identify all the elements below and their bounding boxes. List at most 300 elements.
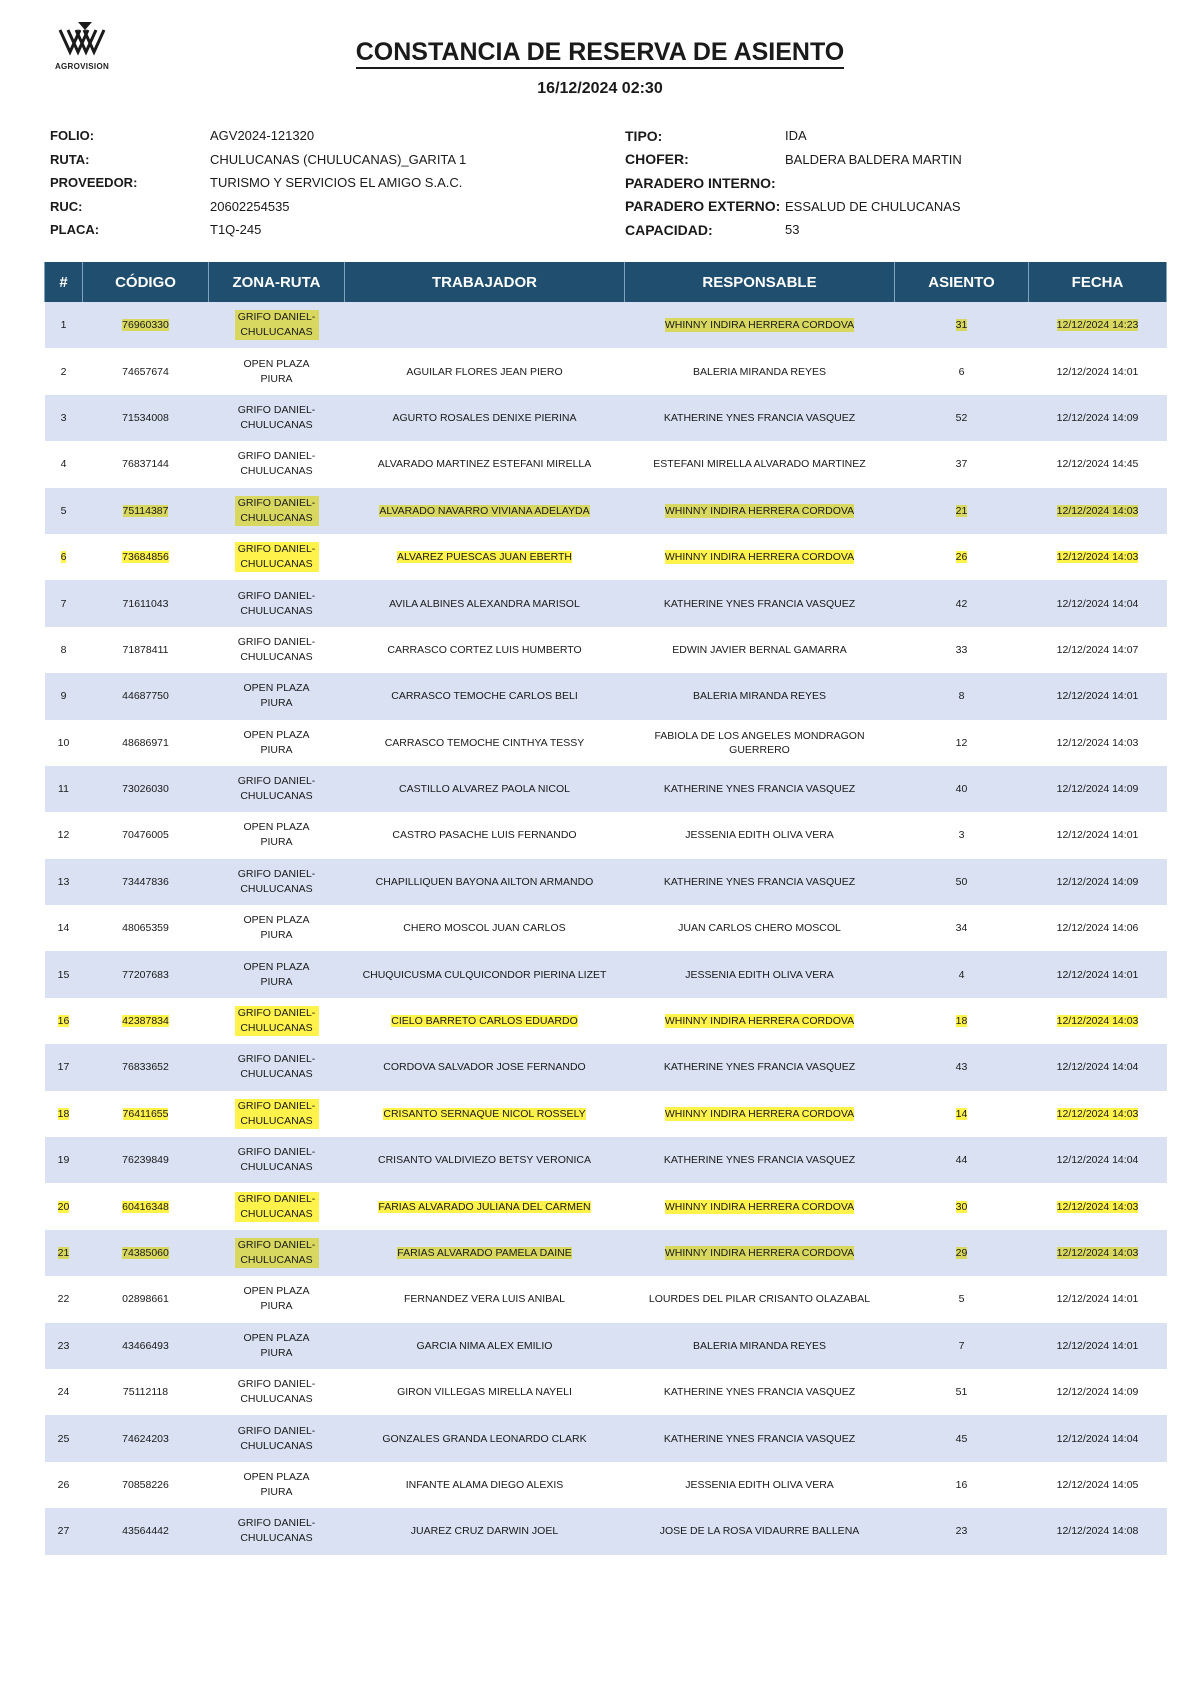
table-row	[45, 1137, 1167, 1183]
cell-codigo-text: 44687750	[122, 690, 169, 703]
cell-fecha-text: 12/12/2024 14:03	[1056, 1247, 1139, 1259]
cell-n	[45, 302, 83, 348]
cell-n	[45, 1137, 83, 1183]
cell-responsable-text: BALERIA MIRANDA REYES	[692, 690, 827, 703]
cell-n	[45, 766, 83, 812]
cell-fecha	[1029, 1323, 1167, 1369]
cell-responsable-text: JESSENIA EDITH OLIVA VERA	[685, 1478, 834, 1491]
table-row	[45, 1183, 1167, 1229]
table-row	[45, 1323, 1167, 1369]
column-header: FECHA	[1029, 262, 1167, 302]
cell-responsable	[625, 1508, 895, 1554]
table-row	[45, 580, 1167, 626]
cell-responsable-text: KATHERINE YNES FRANCIA VASQUEZ	[663, 597, 856, 610]
cell-responsable	[625, 1369, 895, 1415]
table-row	[45, 1230, 1167, 1276]
cell-fecha	[1029, 673, 1167, 719]
cell-n-text: 12	[57, 829, 70, 842]
cell-asiento-text: 51	[955, 1386, 968, 1399]
info-ruc: RUC: 20602254535	[50, 198, 290, 214]
cell-n	[45, 580, 83, 626]
cell-n	[45, 441, 83, 487]
cell-asiento	[895, 348, 1029, 394]
cell-n	[45, 1230, 83, 1276]
cell-fecha	[1029, 1044, 1167, 1090]
cell-zona-text: GRIFO DANIEL-CHULUCANAS	[237, 1424, 316, 1452]
cell-fecha	[1029, 998, 1167, 1044]
cell-asiento	[895, 395, 1029, 441]
cell-responsable	[625, 766, 895, 812]
cell-responsable-text: JESSENIA EDITH OLIVA VERA	[685, 968, 834, 981]
cell-fecha	[1029, 627, 1167, 673]
cell-zona-text: GRIFO DANIEL-CHULUCANAS	[237, 635, 316, 663]
table-row	[45, 1369, 1167, 1415]
cell-trabajador-text: FERNANDEZ VERA LUIS ANIBAL	[403, 1293, 566, 1306]
cell-trabajador-text: GIRON VILLEGAS MIRELLA NAYELI	[397, 1386, 572, 1399]
cell-codigo	[83, 1462, 209, 1508]
cell-responsable	[625, 673, 895, 719]
cell-trabajador-text: CHERO MOSCOL JUAN CARLOS	[403, 922, 566, 935]
cell-codigo	[83, 1276, 209, 1322]
cell-codigo	[83, 302, 209, 348]
cell-responsable-text: BALERIA MIRANDA REYES	[692, 1339, 827, 1352]
table-row	[45, 720, 1167, 766]
cell-codigo	[83, 1183, 209, 1229]
cell-fecha-text: 12/12/2024 14:03	[1056, 1107, 1139, 1120]
cell-n-text: 26	[57, 1478, 70, 1491]
cell-trabajador	[345, 998, 625, 1044]
column-header: ASIENTO	[895, 262, 1029, 302]
cell-trabajador	[345, 580, 625, 626]
cell-codigo	[83, 441, 209, 487]
cell-n	[45, 905, 83, 951]
cell-zona	[209, 627, 345, 673]
cell-codigo	[83, 1323, 209, 1369]
cell-asiento-text: 37	[955, 458, 968, 471]
cell-asiento-text: 23	[955, 1525, 968, 1538]
cell-zona-text: GRIFO DANIEL-CHULUCANAS	[235, 1099, 319, 1129]
cell-trabajador	[345, 627, 625, 673]
cell-responsable-text: EDWIN JAVIER BERNAL GAMARRA	[672, 643, 847, 656]
cell-trabajador	[345, 348, 625, 394]
cell-responsable-text: WHINNY INDIRA HERRERA CORDOVA	[664, 1107, 855, 1120]
cell-n-text: 21	[57, 1247, 70, 1259]
cell-fecha	[1029, 1462, 1167, 1508]
cell-asiento-text: 3	[958, 829, 965, 842]
cell-zona	[209, 1508, 345, 1554]
cell-asiento	[895, 302, 1029, 348]
table-header-row	[45, 262, 1167, 302]
cell-codigo	[83, 395, 209, 441]
cell-trabajador-text: CHUQUICUSMA CULQUICONDOR PIERINA LIZET	[362, 968, 607, 981]
cell-codigo	[83, 1369, 209, 1415]
cell-fecha	[1029, 905, 1167, 951]
cell-trabajador-text: AGUILAR FLORES JEAN PIERO	[406, 365, 563, 378]
cell-fecha-text: 12/12/2024 14:01	[1056, 829, 1139, 842]
cell-asiento	[895, 1323, 1029, 1369]
info-paradero-externo: PARADERO EXTERNO: ESSALUD DE CHULUCANAS	[625, 198, 961, 215]
cell-codigo	[83, 766, 209, 812]
cell-n-text: 22	[57, 1293, 70, 1306]
cell-zona	[209, 1091, 345, 1137]
cell-zona	[209, 580, 345, 626]
cell-responsable-text: WHINNY INDIRA HERRERA CORDOVA	[664, 1247, 855, 1259]
cell-responsable	[625, 1137, 895, 1183]
info-left	[50, 124, 466, 242]
cell-asiento-text: 18	[955, 1015, 968, 1028]
cell-codigo	[83, 1137, 209, 1183]
cell-zona	[209, 673, 345, 719]
cell-n-text: 3	[60, 411, 67, 424]
cell-trabajador-text: AGURTO ROSALES DENIXE PIERINA	[392, 411, 577, 424]
cell-trabajador	[345, 1508, 625, 1554]
cell-fecha	[1029, 534, 1167, 580]
cell-trabajador-text: GONZALES GRANDA LEONARDO CLARK	[382, 1432, 587, 1445]
cell-n-text: 15	[57, 968, 70, 981]
cell-asiento	[895, 1369, 1029, 1415]
cell-codigo	[83, 627, 209, 673]
cell-codigo-text: 71611043	[122, 597, 169, 610]
cell-responsable-text: WHINNY INDIRA HERRERA CORDOVA	[664, 504, 855, 517]
cell-zona-text: OPEN PLAZA PIURA	[243, 960, 310, 988]
cell-trabajador-text: JUAREZ CRUZ DARWIN JOEL	[410, 1525, 559, 1538]
cell-trabajador	[345, 1044, 625, 1090]
cell-responsable	[625, 998, 895, 1044]
cell-codigo-text: 76239849	[122, 1154, 169, 1167]
cell-asiento	[895, 859, 1029, 905]
table-row	[45, 1415, 1167, 1461]
cell-n	[45, 1183, 83, 1229]
cell-asiento	[895, 766, 1029, 812]
cell-codigo	[83, 1230, 209, 1276]
cell-responsable	[625, 1462, 895, 1508]
cell-codigo-text: 75112118	[122, 1386, 169, 1399]
cell-n	[45, 534, 83, 580]
cell-fecha-text: 12/12/2024 14:08	[1056, 1525, 1139, 1538]
cell-fecha-text: 12/12/2024 14:01	[1056, 1339, 1139, 1352]
cell-asiento-text: 5	[958, 1293, 965, 1306]
cell-asiento	[895, 1276, 1029, 1322]
cell-fecha-text: 12/12/2024 14:06	[1056, 922, 1139, 935]
cell-fecha-text: 12/12/2024 14:04	[1056, 1432, 1139, 1445]
cell-n-text: 17	[57, 1061, 70, 1074]
table-row	[45, 302, 1167, 348]
cell-asiento-text: 6	[958, 365, 965, 378]
table-row	[45, 998, 1167, 1044]
cell-responsable-text: WHINNY INDIRA HERRERA CORDOVA	[664, 551, 855, 564]
cell-n	[45, 1415, 83, 1461]
cell-zona-text: GRIFO DANIEL-CHULUCANAS	[237, 403, 316, 431]
cell-zona	[209, 951, 345, 997]
info-paradero-interno: PARADERO INTERNO:	[625, 174, 776, 191]
cell-zona	[209, 1137, 345, 1183]
info-tipo: TIPO: IDA	[625, 127, 807, 144]
cell-fecha	[1029, 488, 1167, 534]
cell-asiento	[895, 1091, 1029, 1137]
cell-codigo	[83, 1091, 209, 1137]
cell-trabajador-text: CHAPILLIQUEN BAYONA AILTON ARMANDO	[375, 875, 594, 888]
cell-n-text: 1	[60, 319, 67, 332]
cell-asiento	[895, 1462, 1029, 1508]
cell-codigo	[83, 812, 209, 858]
cell-zona	[209, 1415, 345, 1461]
cell-zona	[209, 812, 345, 858]
cell-n-text: 14	[57, 922, 70, 935]
cell-codigo-text: 42387834	[122, 1015, 169, 1028]
cell-codigo-text: 48065359	[122, 922, 169, 935]
cell-trabajador-text: CORDOVA SALVADOR JOSE FERNANDO	[383, 1061, 586, 1074]
cell-zona-text: OPEN PLAZA PIURA	[243, 682, 310, 710]
cell-asiento-text: 7	[958, 1339, 965, 1352]
cell-trabajador-text: CIELO BARRETO CARLOS EDUARDO	[391, 1015, 578, 1028]
cell-n-text: 8	[60, 643, 67, 656]
cell-responsable	[625, 1415, 895, 1461]
cell-codigo-text: 73026030	[122, 783, 169, 796]
cell-asiento	[895, 998, 1029, 1044]
cell-n-text: 11	[58, 783, 69, 796]
cell-asiento-text: 26	[955, 551, 968, 564]
cell-codigo	[83, 905, 209, 951]
cell-zona-text: GRIFO DANIEL-CHULUCANAS	[237, 589, 316, 617]
cell-zona	[209, 1369, 345, 1415]
cell-responsable-text: KATHERINE YNES FRANCIA VASQUEZ	[663, 1154, 856, 1167]
cell-codigo-text: 76411655	[122, 1107, 169, 1120]
cell-n	[45, 998, 83, 1044]
cell-fecha-text: 12/12/2024 14:03	[1056, 1015, 1139, 1028]
cell-n	[45, 488, 83, 534]
cell-fecha-text: 12/12/2024 14:01	[1056, 968, 1139, 981]
column-header: CÓDIGO	[83, 262, 209, 302]
cell-asiento-text: 43	[955, 1061, 968, 1074]
cell-fecha-text: 12/12/2024 14:03	[1056, 736, 1139, 749]
cell-responsable-text: ESTEFANI MIRELLA ALVARADO MARTINEZ	[653, 458, 866, 471]
cell-asiento-text: 44	[955, 1154, 968, 1167]
cell-trabajador-text: CARRASCO CORTEZ LUIS HUMBERTO	[387, 643, 582, 656]
cell-trabajador	[345, 534, 625, 580]
cell-asiento-text: 29	[955, 1247, 968, 1259]
cell-asiento-text: 21	[955, 504, 968, 517]
cell-n-text: 4	[60, 458, 67, 471]
cell-asiento-text: 4	[958, 968, 965, 981]
cell-responsable-text: KATHERINE YNES FRANCIA VASQUEZ	[663, 783, 856, 796]
cell-zona	[209, 1276, 345, 1322]
cell-asiento-text: 50	[955, 875, 968, 888]
table-row	[45, 395, 1167, 441]
column-header: #	[45, 262, 83, 302]
cell-trabajador	[345, 720, 625, 766]
cell-responsable-text: WHINNY INDIRA HERRERA CORDOVA	[664, 319, 855, 332]
cell-responsable	[625, 1276, 895, 1322]
cell-responsable	[625, 812, 895, 858]
cell-codigo-text: 70858226	[122, 1478, 169, 1491]
table-row	[45, 905, 1167, 951]
cell-codigo-text: 77207683	[122, 968, 169, 981]
cell-zona-text: OPEN PLAZA PIURA	[243, 1331, 310, 1359]
cell-zona-text: OPEN PLAZA PIURA	[243, 357, 310, 385]
cell-zona-text: OPEN PLAZA PIURA	[243, 821, 310, 849]
table-row	[45, 1462, 1167, 1508]
table-row	[45, 488, 1167, 534]
cell-zona	[209, 766, 345, 812]
cell-trabajador-text: ALVARADO MARTINEZ ESTEFANI MIRELLA	[377, 458, 592, 471]
cell-responsable-text: JUAN CARLOS CHERO MOSCOL	[678, 922, 841, 935]
cell-trabajador	[345, 302, 625, 348]
cell-zona	[209, 534, 345, 580]
cell-fecha	[1029, 1508, 1167, 1554]
cell-fecha	[1029, 348, 1167, 394]
cell-trabajador	[345, 1091, 625, 1137]
cell-responsable	[625, 905, 895, 951]
cell-responsable-text: KATHERINE YNES FRANCIA VASQUEZ	[663, 1386, 856, 1399]
cell-asiento-text: 42	[955, 597, 968, 610]
cell-responsable	[625, 1230, 895, 1276]
cell-fecha	[1029, 1137, 1167, 1183]
cell-n	[45, 1508, 83, 1554]
cell-responsable-text: JESSENIA EDITH OLIVA VERA	[685, 829, 834, 842]
cell-codigo	[83, 951, 209, 997]
cell-responsable	[625, 488, 895, 534]
reservations-table	[44, 262, 1167, 1555]
cell-zona	[209, 488, 345, 534]
cell-trabajador-text: FARIAS ALVARADO PAMELA DAINE	[397, 1247, 572, 1259]
cell-fecha-text: 12/12/2024 14:09	[1056, 411, 1139, 424]
cell-asiento-text: 40	[955, 783, 968, 796]
cell-trabajador-text: INFANTE ALAMA DIEGO ALEXIS	[405, 1478, 564, 1491]
cell-responsable	[625, 441, 895, 487]
cell-codigo-text: 76833652	[122, 1061, 169, 1074]
cell-n-text: 6	[60, 551, 67, 564]
cell-fecha	[1029, 812, 1167, 858]
cell-codigo	[83, 348, 209, 394]
cell-asiento-text: 30	[955, 1200, 968, 1213]
cell-codigo	[83, 859, 209, 905]
cell-responsable	[625, 859, 895, 905]
cell-codigo	[83, 998, 209, 1044]
cell-responsable-text: WHINNY INDIRA HERRERA CORDOVA	[664, 1015, 855, 1028]
cell-n-text: 23	[57, 1339, 70, 1352]
cell-asiento	[895, 720, 1029, 766]
cell-zona	[209, 302, 345, 348]
cell-asiento	[895, 1137, 1029, 1183]
cell-fecha	[1029, 1230, 1167, 1276]
cell-zona-text: OPEN PLAZA PIURA	[243, 1285, 310, 1313]
cell-fecha-text: 12/12/2024 14:04	[1056, 597, 1139, 610]
cell-n-text: 24	[57, 1386, 70, 1399]
cell-asiento	[895, 951, 1029, 997]
cell-asiento-text: 14	[955, 1107, 968, 1120]
info-placa: PLACA: T1Q-245	[50, 222, 262, 238]
cell-zona-text: GRIFO DANIEL-CHULUCANAS	[237, 450, 316, 478]
cell-n	[45, 1276, 83, 1322]
cell-n	[45, 1462, 83, 1508]
cell-asiento	[895, 1044, 1029, 1090]
cell-responsable	[625, 1091, 895, 1137]
cell-n	[45, 395, 83, 441]
cell-asiento	[895, 627, 1029, 673]
cell-responsable-text: KATHERINE YNES FRANCIA VASQUEZ	[663, 411, 856, 424]
cell-asiento	[895, 905, 1029, 951]
cell-codigo-text: 73684856	[122, 551, 169, 564]
info-capacidad: CAPACIDAD: 53	[625, 221, 800, 238]
cell-zona	[209, 998, 345, 1044]
cell-zona-text: OPEN PLAZA PIURA	[243, 1470, 310, 1498]
cell-codigo	[83, 673, 209, 719]
cell-responsable	[625, 951, 895, 997]
column-header: RESPONSABLE	[625, 262, 895, 302]
cell-trabajador	[345, 1462, 625, 1508]
cell-responsable	[625, 1044, 895, 1090]
cell-n	[45, 951, 83, 997]
cell-fecha	[1029, 1369, 1167, 1415]
cell-zona-text: GRIFO DANIEL-CHULUCANAS	[237, 867, 316, 895]
cell-codigo-text: 02898661	[122, 1293, 169, 1306]
cell-responsable-text: KATHERINE YNES FRANCIA VASQUEZ	[663, 1432, 856, 1445]
cell-codigo	[83, 720, 209, 766]
table-row	[45, 673, 1167, 719]
cell-fecha	[1029, 1415, 1167, 1461]
cell-zona	[209, 1230, 345, 1276]
table-row	[45, 812, 1167, 858]
cell-responsable-text: JOSE DE LA ROSA VIDAURRE BALLENA	[659, 1525, 860, 1538]
cell-zona-text: GRIFO DANIEL-CHULUCANAS	[235, 542, 319, 572]
cell-asiento	[895, 1230, 1029, 1276]
cell-zona-text: GRIFO DANIEL-CHULUCANAS	[235, 1192, 319, 1222]
cell-asiento-text: 8	[958, 690, 965, 703]
cell-asiento	[895, 673, 1029, 719]
cell-n-text: 2	[60, 365, 67, 378]
cell-codigo-text: 74385060	[122, 1247, 169, 1259]
cell-responsable	[625, 720, 895, 766]
cell-asiento	[895, 1415, 1029, 1461]
cell-asiento	[895, 441, 1029, 487]
cell-zona-text: OPEN PLAZA PIURA	[243, 914, 310, 942]
info-ruta: RUTA: CHULUCANAS (CHULUCANAS)_GARITA 1	[50, 151, 467, 167]
cell-responsable-text: WHINNY INDIRA HERRERA CORDOVA	[664, 1200, 855, 1213]
cell-fecha-text: 12/12/2024 14:05	[1056, 1478, 1139, 1491]
cell-fecha-text: 12/12/2024 14:03	[1056, 1200, 1139, 1213]
cell-responsable	[625, 627, 895, 673]
cell-zona-text: GRIFO DANIEL-CHULUCANAS	[237, 1517, 316, 1545]
cell-fecha	[1029, 720, 1167, 766]
logo-text: AGROVISION	[54, 62, 110, 71]
cell-zona	[209, 859, 345, 905]
cell-asiento	[895, 1508, 1029, 1554]
cell-zona-text: GRIFO DANIEL-CHULUCANAS	[237, 1378, 316, 1406]
cell-fecha-text: 12/12/2024 14:01	[1056, 1293, 1139, 1306]
cell-asiento	[895, 812, 1029, 858]
info-right	[625, 124, 962, 242]
cell-zona-text: GRIFO DANIEL-CHULUCANAS	[235, 1238, 319, 1268]
cell-trabajador	[345, 488, 625, 534]
cell-n-text: 19	[57, 1154, 70, 1167]
cell-codigo	[83, 1508, 209, 1554]
cell-responsable-text: LOURDES DEL PILAR CRISANTO OLAZABAL	[648, 1293, 871, 1306]
cell-asiento	[895, 580, 1029, 626]
cell-n-text: 20	[57, 1200, 70, 1213]
cell-codigo-text: 70476005	[122, 829, 169, 842]
cell-fecha-text: 12/12/2024 14:45	[1056, 458, 1139, 471]
cell-zona	[209, 720, 345, 766]
cell-zona	[209, 441, 345, 487]
cell-trabajador-text: CARRASCO TEMOCHE CINTHYA TESSY	[384, 736, 585, 749]
cell-zona	[209, 905, 345, 951]
cell-codigo-text: 71534008	[122, 411, 169, 424]
cell-trabajador	[345, 1183, 625, 1229]
cell-trabajador	[345, 441, 625, 487]
cell-asiento-text: 34	[955, 922, 968, 935]
cell-trabajador	[345, 1415, 625, 1461]
cell-trabajador-text: CASTRO PASACHE LUIS FERNANDO	[392, 829, 577, 842]
